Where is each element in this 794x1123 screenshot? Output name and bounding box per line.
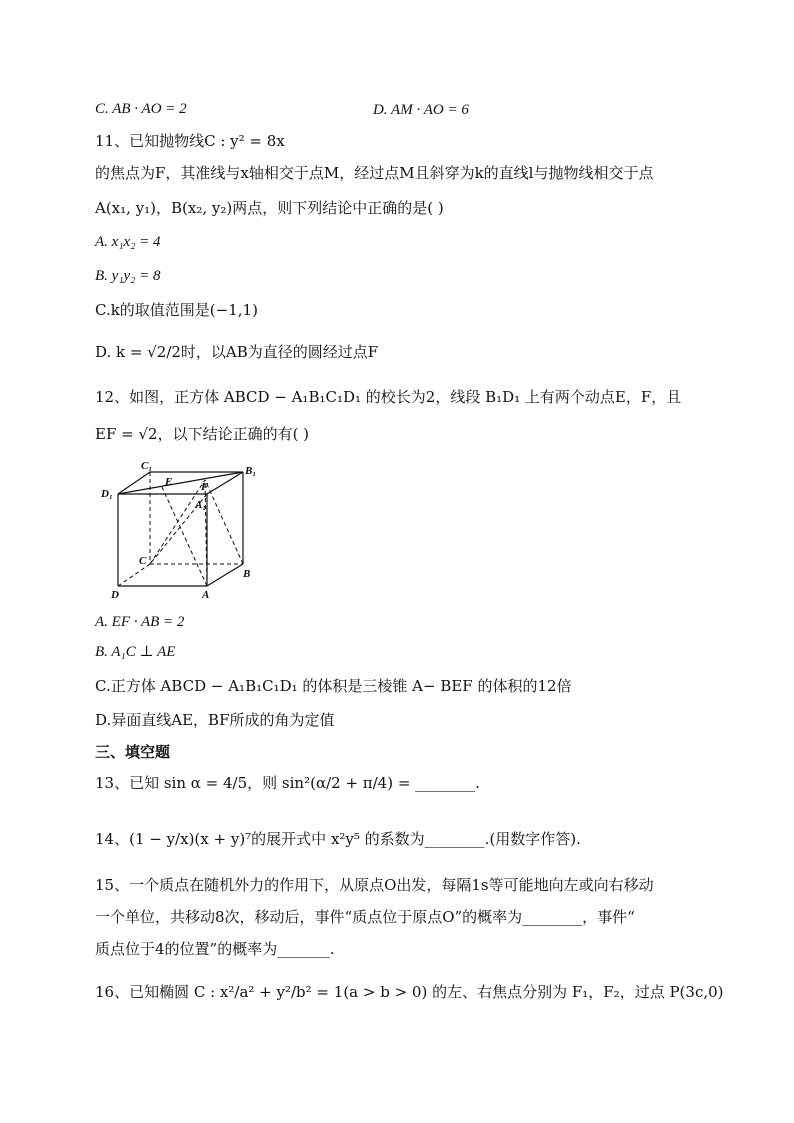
label-c: C bbox=[139, 555, 147, 567]
question-13: 13、已知 sin α = 4/5，则 sin²(α/2 + π/4) = ________. bbox=[95, 774, 480, 792]
cube-figure bbox=[95, 460, 265, 605]
question-12-option-c: C.正方体 ABCD − A₁B₁C₁D₁ 的体积是三棱锥 A− BEF 的体积的12倍 bbox=[95, 677, 572, 695]
question-11-text-1: 的焦点为F，其准线与x轴相交于点M，经过点M且斜穿为k的直线l与抛物线相交于点 bbox=[95, 164, 654, 182]
label-a1: A₁ bbox=[195, 499, 207, 511]
question-12-option-d: D.异面直线AE，BF所成的角为定值 bbox=[95, 711, 335, 729]
question-12-option-b: B. A₁C ⊥ AE bbox=[95, 644, 176, 660]
question-11-option-c: C.k的取值范围是(−1,1) bbox=[95, 301, 258, 319]
question-11-option-d: D. k = √2/2时，以AB为直径的圆经过点F bbox=[95, 343, 379, 361]
question-12-text: EF = √2，以下结论正确的有( ) bbox=[95, 425, 310, 443]
edge-a-b bbox=[207, 564, 243, 586]
question-16: 16、已知椭圆 C : x²/a² + y²/b² = 1(a > b > 0) 的左、右焦点分别为 F₁，F₂，过点 P(3c,0) bbox=[95, 983, 724, 1001]
option-d-q10: D. AM · AO = 6 bbox=[373, 102, 469, 118]
question-15-line-3: 质点位于4的位置”的概率为_______. bbox=[95, 940, 335, 958]
label-b: B bbox=[243, 568, 251, 580]
label-e: E bbox=[165, 476, 173, 488]
question-11-option-a: A. x₁x₂ = 4 bbox=[95, 234, 161, 250]
label-f: F bbox=[201, 481, 209, 493]
question-11-stem: 11、已知抛物线C : y² = 8x bbox=[95, 132, 285, 150]
question-11-option-b: B. y₁y₂ = 8 bbox=[95, 268, 161, 284]
label-d: D bbox=[111, 589, 119, 601]
question-14: 14、(1 − y/x)(x + y)⁷的展开式中 x²y⁵ 的系数为________.(用数字作答). bbox=[95, 830, 581, 848]
question-15-line-1: 15、一个质点在随机外力的作用下，从原点O出发，每隔1s等可能地向左或向右移动 bbox=[95, 876, 654, 894]
hidden-line-c-f bbox=[150, 480, 205, 564]
label-a: A bbox=[202, 589, 210, 601]
question-11-text-2: A(x₁, y₁)，B(x₂, y₂)两点，则下列结论中正确的是( ) bbox=[95, 199, 444, 217]
question-12-option-a: A. EF · AB = 2 bbox=[95, 614, 185, 630]
label-c1: C₁ bbox=[141, 460, 153, 472]
section-heading-fill-in: 三、填空题 bbox=[95, 743, 171, 761]
question-12-stem: 12、如图，正方体 ABCD − A₁B₁C₁D₁ 的校长为2，线段 B₁D₁ 上有两个动点E，F，且 bbox=[95, 388, 682, 406]
label-d1: D₁ bbox=[101, 488, 113, 500]
hidden-line-b-f bbox=[205, 480, 243, 564]
option-c-q10: C. AB · AO = 2 bbox=[95, 101, 187, 117]
label-b1: B₁ bbox=[245, 465, 257, 477]
question-15-line-2: 一个单位，共移动8次，移动后，事件“质点位于原点O”的概率为________，事件“ bbox=[95, 908, 635, 926]
hidden-edge-d-c bbox=[118, 564, 150, 586]
